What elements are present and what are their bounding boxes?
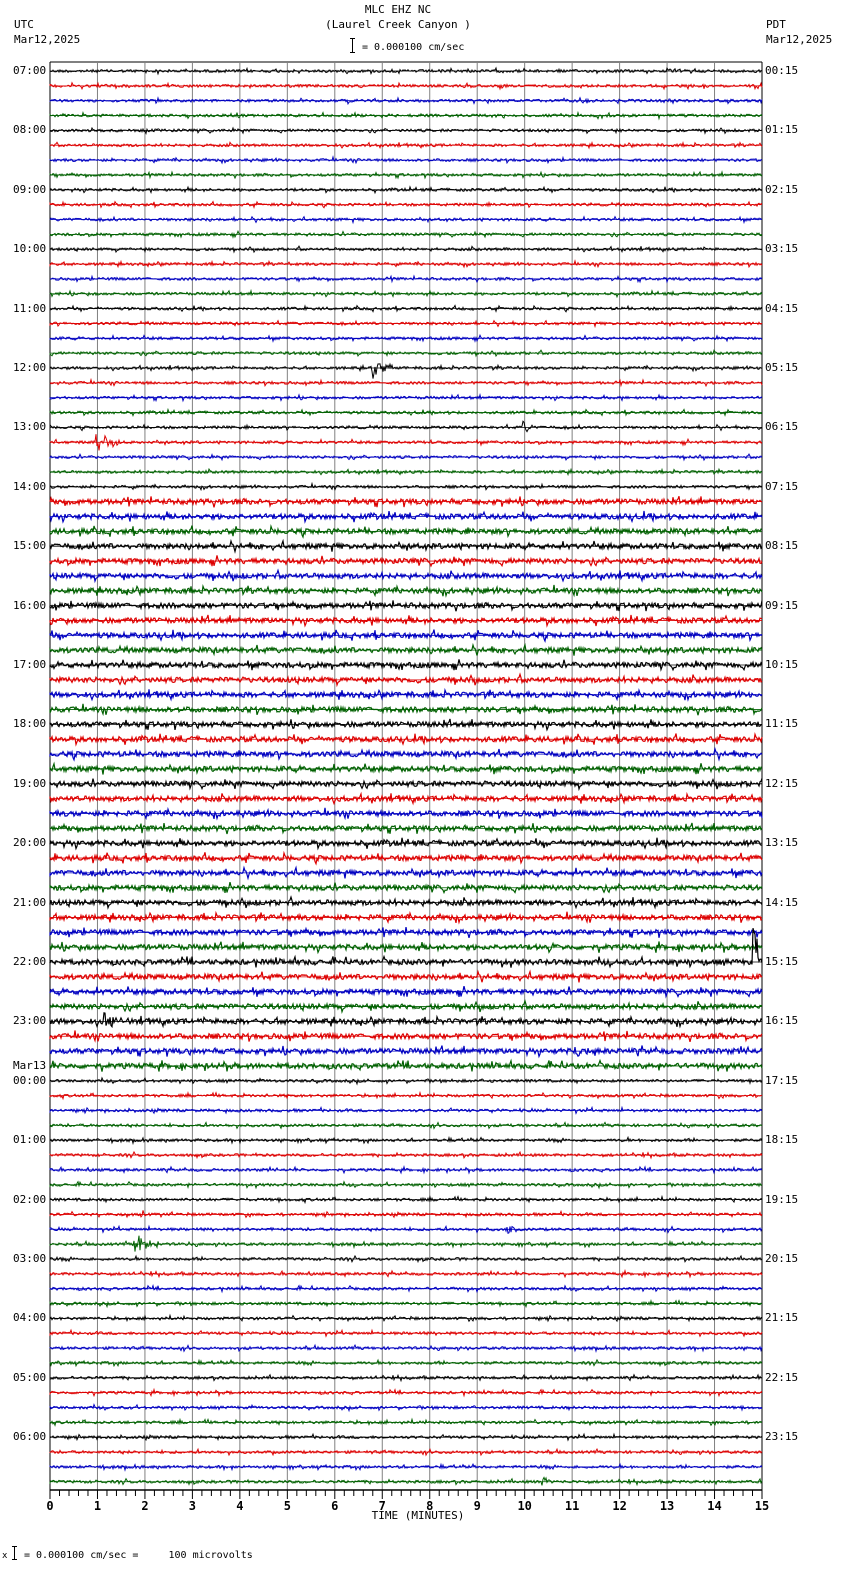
x-tick-label: 15 bbox=[754, 1499, 770, 1513]
right-time-label: 00:15 bbox=[765, 64, 799, 77]
right-time-label: 23:15 bbox=[765, 1430, 799, 1444]
left-time-label: 08:00 bbox=[13, 123, 47, 137]
right-time-label: 01:15 bbox=[765, 123, 799, 137]
x-axis-label: TIME (MINUTES) bbox=[371, 1509, 465, 1522]
right-time-label: 18:15 bbox=[765, 1133, 799, 1147]
left-time-label: 19:00 bbox=[13, 776, 47, 790]
right-time-label: 20:15 bbox=[765, 1252, 799, 1265]
x-tick-label: 10 bbox=[517, 1499, 532, 1513]
x-tick-label: 5 bbox=[283, 1499, 291, 1513]
x-tick-label: 13 bbox=[659, 1499, 675, 1513]
x-tick-label: 3 bbox=[188, 1499, 197, 1513]
left-time-label: 00:00 bbox=[13, 1073, 47, 1087]
right-time-label: 15:15 bbox=[765, 955, 799, 968]
left-time-label: 20:00 bbox=[13, 836, 47, 850]
left-timezone: UTC bbox=[14, 18, 34, 31]
right-date: Mar12,2025 bbox=[766, 33, 833, 46]
right-time-label: 02:15 bbox=[765, 182, 799, 196]
left-time-label: 17:00 bbox=[13, 658, 47, 671]
x-tick-label: 12 bbox=[612, 1499, 627, 1513]
left-time-label: 13:00 bbox=[13, 420, 47, 434]
footer-prefix: x bbox=[2, 1551, 8, 1561]
left-time-label: 05:00 bbox=[13, 1370, 47, 1384]
left-time-label: 16:00 bbox=[13, 598, 47, 612]
x-tick-label: 1 bbox=[93, 1499, 102, 1513]
right-time-label: 17:15 bbox=[765, 1073, 799, 1087]
right-time-label: 16:15 bbox=[765, 1014, 799, 1028]
right-time-label: 22:15 bbox=[765, 1370, 799, 1384]
x-tick-label: 9 bbox=[473, 1499, 481, 1513]
right-time-label: 04:15 bbox=[765, 301, 799, 315]
right-time-label: 12:15 bbox=[765, 776, 799, 790]
right-time-label: 19:15 bbox=[765, 1192, 799, 1206]
left-time-label: 15:00 bbox=[13, 539, 47, 553]
left-time-label: 07:00 bbox=[13, 64, 47, 77]
right-time-label: 03:15 bbox=[765, 242, 799, 256]
right-time-label: 13:15 bbox=[765, 836, 799, 850]
left-time-label: 18:00 bbox=[13, 717, 47, 731]
right-time-label: 11:15 bbox=[765, 717, 799, 731]
right-time-label: 05:15 bbox=[765, 361, 799, 374]
left-time-label: 01:00 bbox=[13, 1133, 47, 1147]
right-time-label: 10:15 bbox=[765, 658, 799, 671]
left-time-label: 10:00 bbox=[13, 242, 47, 256]
x-tick-label: 14 bbox=[707, 1499, 722, 1513]
x-tick-label: 6 bbox=[331, 1499, 339, 1513]
x-tick-label: 2 bbox=[141, 1499, 149, 1513]
left-time-label: 09:00 bbox=[13, 182, 47, 196]
left-date-label: Mar13 bbox=[13, 1058, 47, 1072]
left-time-label: 03:00 bbox=[13, 1252, 47, 1265]
footer-scale-note: = 0.000100 cm/sec = 100 microvolts bbox=[24, 1550, 253, 1561]
left-time-label: 11:00 bbox=[13, 301, 47, 315]
left-time-label: 12:00 bbox=[13, 361, 47, 374]
left-time-label: 02:00 bbox=[13, 1192, 47, 1206]
right-time-label: 14:15 bbox=[765, 895, 799, 909]
x-tick-label: 7 bbox=[378, 1499, 386, 1513]
left-time-label: 06:00 bbox=[13, 1430, 47, 1444]
left-time-label: 14:00 bbox=[13, 479, 47, 493]
right-time-label: 09:15 bbox=[765, 598, 799, 612]
left-time-label: 21:00 bbox=[13, 895, 47, 909]
left-date: Mar12,2025 bbox=[14, 33, 81, 46]
footer-scale-bar-icon bbox=[14, 1546, 15, 1560]
x-tick-label: 0 bbox=[46, 1499, 54, 1513]
right-timezone: PDT bbox=[766, 18, 786, 31]
right-time-label: 08:15 bbox=[765, 539, 799, 553]
left-time-label: 04:00 bbox=[13, 1311, 47, 1325]
right-time-label: 06:15 bbox=[765, 420, 799, 434]
scale-text: = 0.000100 cm/sec bbox=[362, 42, 465, 53]
x-tick-label: 4 bbox=[236, 1499, 244, 1513]
station-location: (Laurel Creek Canyon ) bbox=[325, 18, 471, 31]
right-time-label: 07:15 bbox=[765, 479, 799, 493]
left-time-label: 23:00 bbox=[13, 1014, 47, 1028]
x-tick-label: 11 bbox=[564, 1499, 580, 1513]
x-tick-label: 8 bbox=[426, 1499, 434, 1513]
right-time-label: 21:15 bbox=[765, 1311, 799, 1325]
left-time-label: 22:00 bbox=[13, 955, 47, 968]
station-title: MLC EHZ NC bbox=[364, 3, 432, 16]
